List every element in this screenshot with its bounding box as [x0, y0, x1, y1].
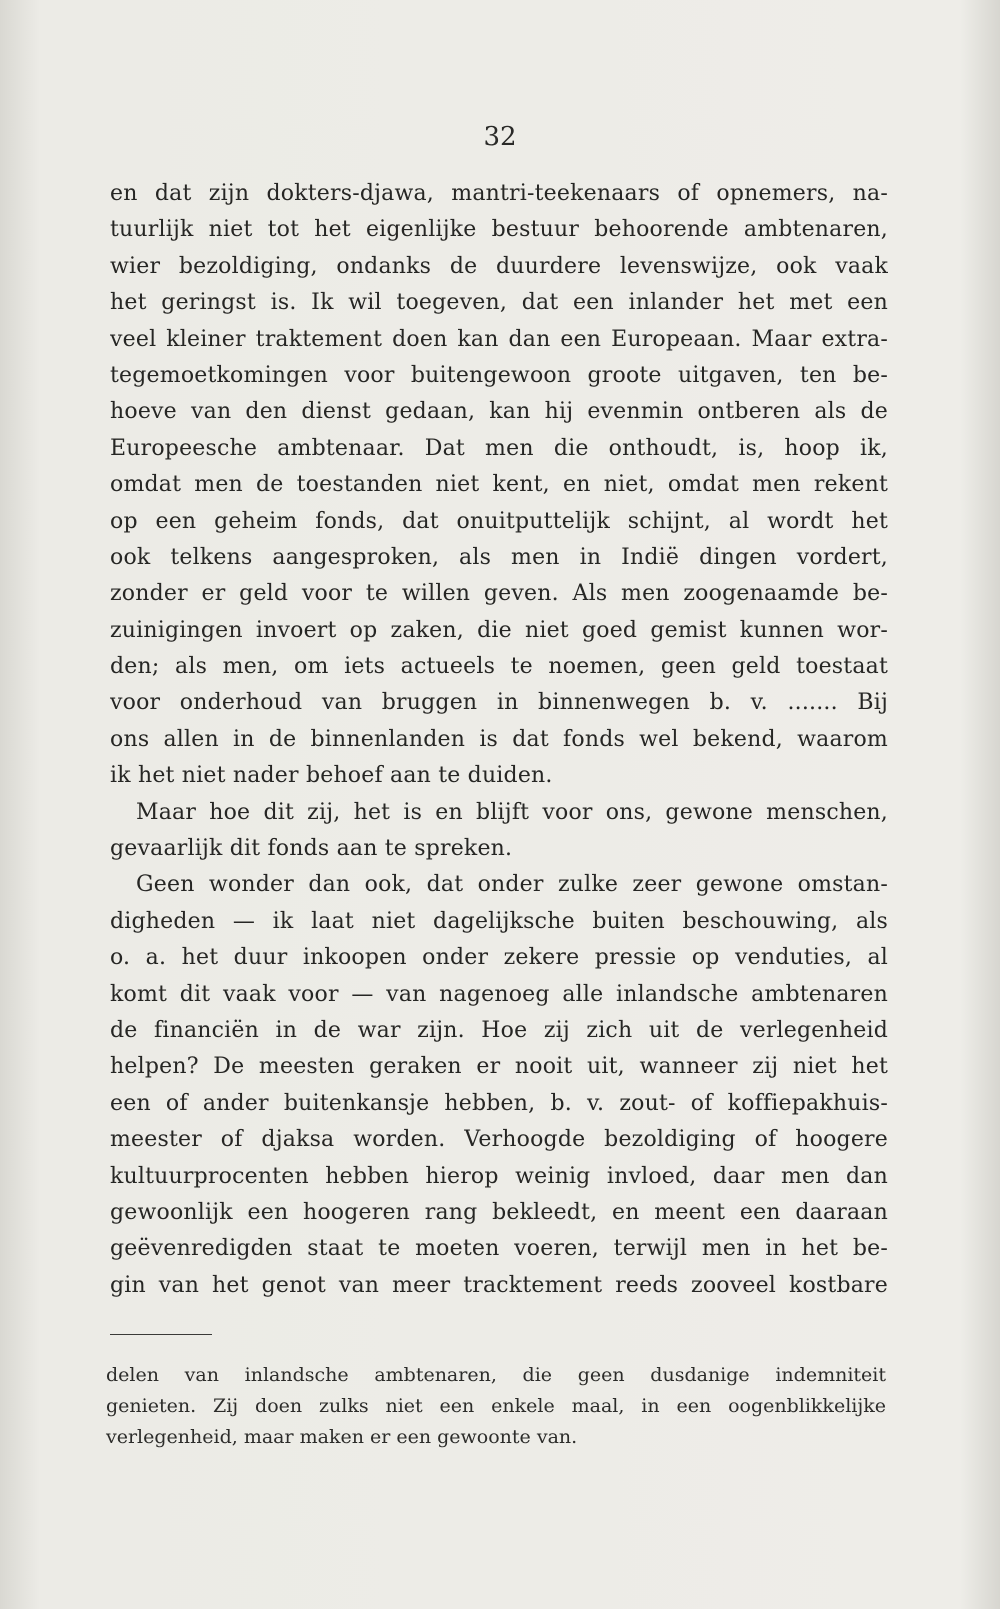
page-number: 32: [483, 122, 517, 152]
text-line: gin van het genot van meer tracktement reeds zooveel kostbare: [110, 1272, 888, 1298]
text-line: gewoonlijk een hoogeren rang bekleedt, en meent een daaraan: [110, 1199, 888, 1225]
text-line: de financiën in de war zijn. Hoe zij zich uit de verlegenheid: [110, 1017, 888, 1043]
text-line: tegemoetkomingen voor buitengewoon groote uitgaven, ten be-: [110, 362, 888, 388]
text-line: Geen wonder dan ook, dat onder zulke zeer gewone omstan-: [136, 872, 888, 898]
text-line: o. a. het duur inkoopen onder zekere pressie op venduties, al: [110, 945, 888, 971]
text-line: gevaarlijk dit fonds aan te spreken.: [110, 836, 513, 862]
footnote-line: genieten. Zij doen zulks niet een enkele maal, in een oogenblikkelijke: [106, 1395, 886, 1417]
footnote-line: delen van inlandsche ambtenaren, die geen dusdanige indemniteit: [106, 1364, 886, 1386]
text-line: een of ander buitenkansje hebben, b. v. zout- of koffiepakhuis-: [110, 1090, 888, 1116]
text-line: kultuurprocenten hebben hierop weinig invloed, daar men dan: [110, 1163, 888, 1189]
footnote: [106, 1360, 886, 1453]
text-line: ik het niet nader behoef aan te duiden.: [110, 763, 553, 789]
text-line: tuurlijk niet tot het eigenlijke bestuur behoorende ambtenaren,: [110, 217, 888, 243]
text-line: en dat zijn dokters-djawa, mantri-teekenaars of opnemers, na-: [110, 181, 888, 206]
main-text: [110, 176, 888, 1304]
text-line: Maar hoe dit zij, het is en blijft voor ons, gewone menschen,: [136, 799, 888, 825]
text-line: ons allen in de binnenlanden is dat fonds wel bekend, waarom: [110, 726, 888, 752]
footnote-line: verlegenheid, maar maken er een gewoonte van.: [106, 1426, 578, 1448]
text-line: hoeve van den dienst gedaan, kan hij evenmin ontberen als de: [110, 399, 888, 425]
text-line: meester of djaksa worden. Verhoogde bezoldiging of hoogere: [110, 1127, 888, 1153]
text-line: omdat men de toestanden niet kent, en niet, omdat men rekent: [110, 472, 888, 498]
footnote-divider: [110, 1334, 212, 1335]
text-line: Europeesche ambtenaar. Dat men die onthoudt, is, hoop ik,: [110, 435, 888, 461]
text-line: op een geheim fonds, dat onuitputtelijk schijnt, al wordt het: [110, 508, 888, 534]
text-line: veel kleiner traktement doen kan dan een Europeaan. Maar extra-: [110, 326, 888, 352]
text-line: den; als men, om iets actueels te noemen, geen geld toestaat: [110, 654, 888, 680]
text-line: geëvenredigden staat te moeten voeren, terwijl men in het be-: [110, 1236, 888, 1262]
text-line: zuinigingen invoert op zaken, die niet goed gemist kunnen wor-: [110, 617, 888, 643]
text-line: komt dit vaak voor — van nagenoeg alle inlandsche ambtenaren: [110, 981, 888, 1007]
text-line: ook telkens aangesproken, als men in Indië dingen vordert,: [110, 544, 888, 570]
text-line: digheden — ik laat niet dagelijksche buiten beschouwing, als: [110, 908, 888, 934]
text-line: voor onderhoud van bruggen in binnenwegen b. v. ....... Bij: [110, 690, 888, 716]
text-line: helpen? De meesten geraken er nooit uit, wanneer zij niet het: [110, 1054, 888, 1080]
text-line: zonder er geld voor te willen geven. Als men zoogenaamde be-: [110, 581, 888, 607]
text-line: wier bezoldiging, ondanks de duurdere levenswijze, ook vaak: [110, 253, 888, 279]
text-line: het geringst is. Ik wil toegeven, dat een inlander het met een: [110, 290, 888, 316]
